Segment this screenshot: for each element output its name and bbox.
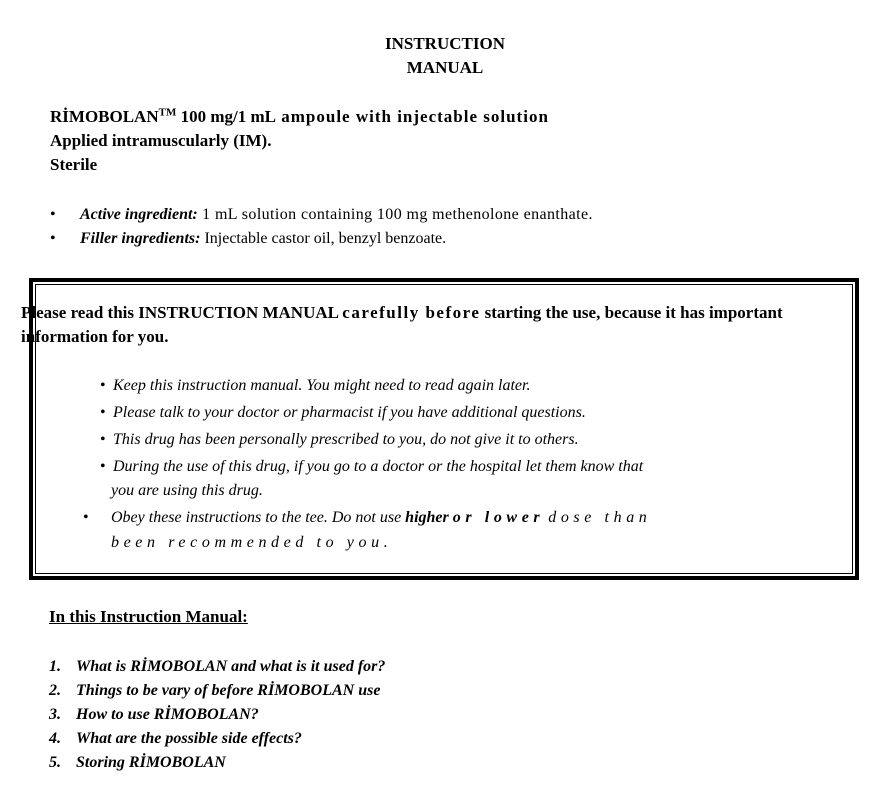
warning-heading (21, 301, 821, 349)
warning-item-text: dose than (548, 509, 652, 526)
bullet-icon: • (50, 206, 56, 223)
toc-item (49, 703, 385, 727)
warning-item-text: Keep this instruction manual. You might need to read again later. (113, 377, 531, 394)
bullet-icon: • (100, 458, 106, 475)
toc-list (49, 655, 385, 775)
toc-item-number: 1. (49, 658, 61, 675)
toc-item (49, 751, 385, 775)
toc-item (49, 679, 385, 703)
toc-item-number: 3. (49, 706, 61, 723)
ingredient-label: Active ingredient: (80, 206, 198, 223)
trademark-mark: TM (158, 106, 177, 119)
product-sterility: Sterile (50, 155, 98, 174)
document-title-line-2: MANUAL (406, 58, 484, 77)
toc-item-text: How to use RİMOBOLAN? (76, 706, 259, 723)
toc-item-text: Storing RİMOBOLAN (76, 754, 226, 771)
warning-emphasis-higher: higher (405, 509, 449, 526)
warning-emphasis-or-lower: or lower (452, 509, 545, 526)
warning-item-text: During the use of this drug, if you go to a doctor or the hospital let them know that (113, 458, 644, 475)
product-heading (50, 105, 549, 129)
toc-item-text: What are the possible side effects? (76, 730, 302, 747)
ingredients-list (50, 203, 593, 251)
toc-item-number: 5. (49, 754, 61, 771)
ingredient-item-filler (50, 227, 593, 251)
toc-item (49, 727, 385, 751)
bullet-icon: • (50, 230, 56, 247)
warning-item-text: This drug has been personally prescribed to you, do not give it to others. (113, 431, 579, 448)
product-block (50, 105, 549, 177)
ingredient-label: Filler ingredients: (80, 230, 201, 247)
bullet-icon: • (100, 404, 106, 421)
warning-item-text: Obey these instructions to the tee. Do not use (111, 509, 406, 526)
bullet-icon: • (100, 377, 106, 394)
warning-heading-part: starting the use, because it has important information for you. (21, 303, 783, 346)
bullet-icon: • (100, 431, 106, 448)
toc-item-number: 4. (49, 730, 61, 747)
product-strength: 100 mg/1 mL (176, 107, 276, 126)
document-title-line-1: INSTRUCTION (385, 34, 505, 53)
product-form: ampoule with injectable solution (276, 107, 549, 126)
warning-item-text: been recommended to you. (111, 534, 393, 551)
ingredient-value: 1 mL solution containing 100 mg methenolone enanthate. (197, 206, 593, 223)
toc-item-text: What is RİMOBOLAN and what is it used for? (76, 658, 386, 675)
ingredient-item-active (50, 203, 593, 227)
bullet-icon: • (83, 509, 89, 526)
warning-item-text: you are using this drug. (111, 482, 263, 499)
warning-heading-part: Please read this INSTRUCTION MANUAL (21, 303, 343, 322)
toc-item-number: 2. (49, 682, 61, 699)
product-route: Applied intramuscularly (IM). (50, 131, 272, 150)
warning-item-text: Please talk to your doctor or pharmacist if you have additional questions. (113, 404, 586, 421)
warning-heading-emphasis: carefully before (342, 303, 481, 322)
toc-item-text: Things to be vary of before RİMOBOLAN use (76, 682, 381, 699)
toc-item (49, 655, 385, 679)
toc-heading: In this Instruction Manual: (49, 607, 248, 626)
product-name: RİMOBOLAN (50, 107, 159, 126)
ingredient-value: Injectable castor oil, benzyl benzoate. (200, 230, 447, 247)
